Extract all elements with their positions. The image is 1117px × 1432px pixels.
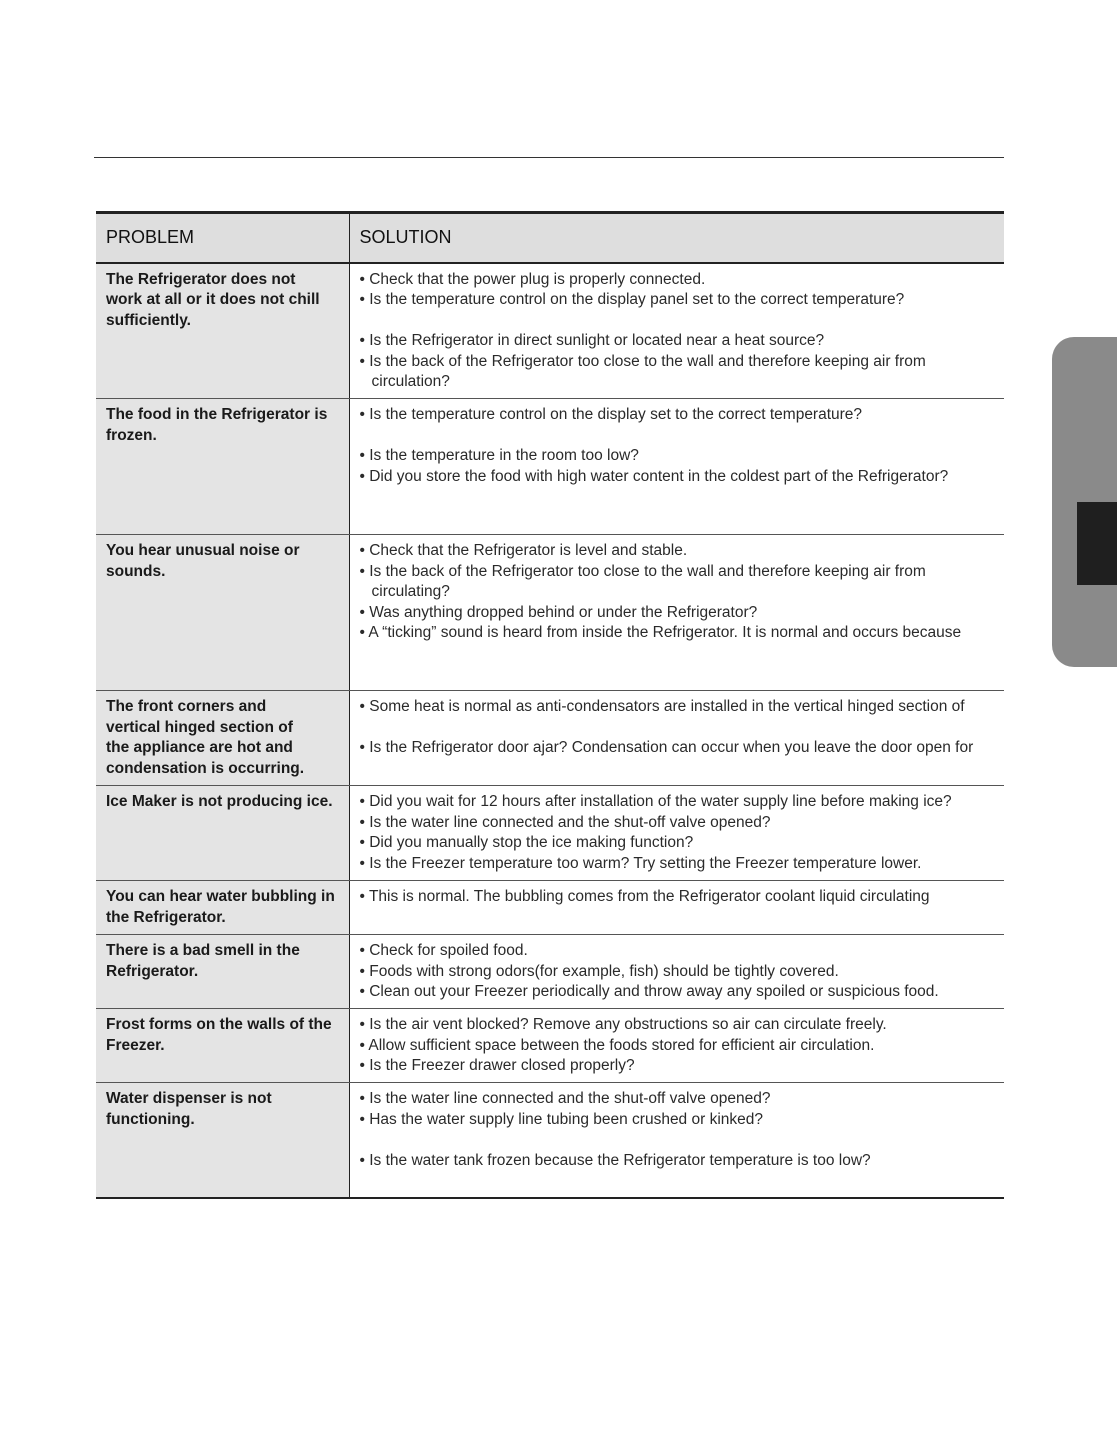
solution-line: • Is the Freezer temperature too warm? Try setting the Freezer temperature lower.	[359, 854, 922, 872]
solution-line: • Is the back of the Refrigerator too close to the wall and therefore keeping air from circulating?	[359, 562, 926, 601]
solution-line: • A “ticking” sound is heard from inside the Refrigerator. It is normal and occurs because	[359, 624, 962, 642]
problem-text: The food in the Refrigerator is frozen.	[106, 406, 328, 444]
table-row	[96, 1083, 1004, 1198]
top-divider-line	[94, 157, 1004, 158]
solution-line: • Is the Freezer drawer closed properly?	[359, 1057, 635, 1075]
solution-line: • Check for spoiled food.	[359, 942, 528, 959]
chapter-tab-active	[1077, 502, 1117, 585]
solution-line: • This is normal. The bubbling comes from the Refrigerator coolant liquid circulating	[359, 888, 930, 905]
problem-cell	[96, 535, 349, 691]
solution-line: • Did you store the food with high water content in the coldest part of the Refrigerator?	[359, 467, 949, 485]
solution-line: • Check that the Refrigerator is level and stable.	[359, 542, 688, 559]
chapter-tab-lower	[1052, 585, 1117, 667]
solution-line: • Allow sufficient space between the foods stored for efficient air circulation.	[359, 1036, 875, 1054]
table-row	[96, 786, 1004, 881]
troubleshooting-table	[96, 211, 1004, 1199]
solution-line: • Is the air vent blocked? Remove any obstructions so air can circulate freely.	[359, 1016, 887, 1033]
solution-cell	[349, 1083, 1004, 1198]
solution-line: • Is the temperature control on the display panel set to the correct temperature?	[359, 291, 905, 309]
chapter-tab-strip	[1052, 337, 1117, 667]
problem-cell	[96, 1083, 349, 1198]
problem-cell	[96, 1009, 349, 1083]
table-row	[96, 399, 1004, 535]
solution-line: • Has the water supply line tubing been crushed or kinked?	[359, 1110, 763, 1128]
solution-line: • Is the Refrigerator door ajar? Condensation can occur when you leave the door open for	[359, 739, 974, 757]
solution-cell	[349, 1009, 1004, 1083]
solution-line: • Clean out your Freezer periodically and throw away any spoiled or suspicious food.	[359, 983, 939, 1001]
table-row	[96, 881, 1004, 935]
solution-line: • Did you wait for 12 hours after installation of the water supply line before making ice?	[359, 793, 952, 810]
solution-line: • Is the temperature in the room too low?	[359, 447, 639, 465]
table-row	[96, 935, 1004, 1009]
problem-text: You can hear water bubbling in the Refrigerator.	[106, 888, 335, 926]
solution-line: • Is the Refrigerator in direct sunlight or located near a heat source?	[359, 332, 825, 350]
problem-column-header: PROBLEM	[96, 213, 349, 263]
solution-cell	[349, 263, 1004, 399]
solution-cell	[349, 535, 1004, 691]
problem-text: Ice Maker is not producing ice.	[106, 793, 333, 810]
table-header-row	[96, 213, 1004, 263]
solution-cell	[349, 691, 1004, 786]
table-row	[96, 1009, 1004, 1083]
solution-column-header: SOLUTION	[349, 213, 1004, 263]
solution-cell	[349, 786, 1004, 881]
problem-text: Frost forms on the walls of the Freezer.	[106, 1016, 332, 1054]
chapter-tab-upper	[1052, 337, 1117, 502]
solution-cell	[349, 399, 1004, 535]
solution-line: • Was anything dropped behind or under the Refrigerator?	[359, 603, 758, 621]
solution-line: • Is the water line connected and the shut-off valve opened?	[359, 813, 771, 831]
problem-text: Water dispenser is not functioning.	[106, 1090, 272, 1128]
solution-line: • Is the water line connected and the shut-off valve opened?	[359, 1090, 771, 1107]
problem-text: The front corners and vertical hinged section of the appliance are hot and condensation is occurring.	[106, 698, 305, 777]
table-row	[96, 691, 1004, 786]
problem-cell	[96, 263, 349, 399]
solution-cell	[349, 935, 1004, 1009]
solution-line: • Is the back of the Refrigerator too close to the wall and therefore keeping air from circulation?	[359, 352, 926, 391]
problem-text: You hear unusual noise or sounds.	[106, 542, 300, 580]
solution-line: • Did you manually stop the ice making function?	[359, 834, 694, 852]
solution-line: • Some heat is normal as anti-condensators are installed in the vertical hinged section of	[359, 698, 965, 715]
problem-cell	[96, 935, 349, 1009]
problem-cell	[96, 881, 349, 935]
solution-line: • Is the temperature control on the display set to the correct temperature?	[359, 406, 863, 423]
problem-cell	[96, 691, 349, 786]
problem-text: The Refrigerator does not work at all or it does not chill sufficiently.	[106, 270, 320, 329]
solution-line: • Foods with strong odors(for example, fish) should be tightly covered.	[359, 962, 839, 980]
table-row	[96, 263, 1004, 399]
table-row	[96, 535, 1004, 691]
solution-line: • Check that the power plug is properly connected.	[359, 270, 706, 288]
problem-cell	[96, 399, 349, 535]
solution-cell	[349, 881, 1004, 935]
solution-line: • Is the water tank frozen because the Refrigerator temperature is too low?	[359, 1151, 871, 1169]
problem-text: There is a bad smell in the Refrigerator.	[106, 942, 300, 980]
problem-cell	[96, 786, 349, 881]
